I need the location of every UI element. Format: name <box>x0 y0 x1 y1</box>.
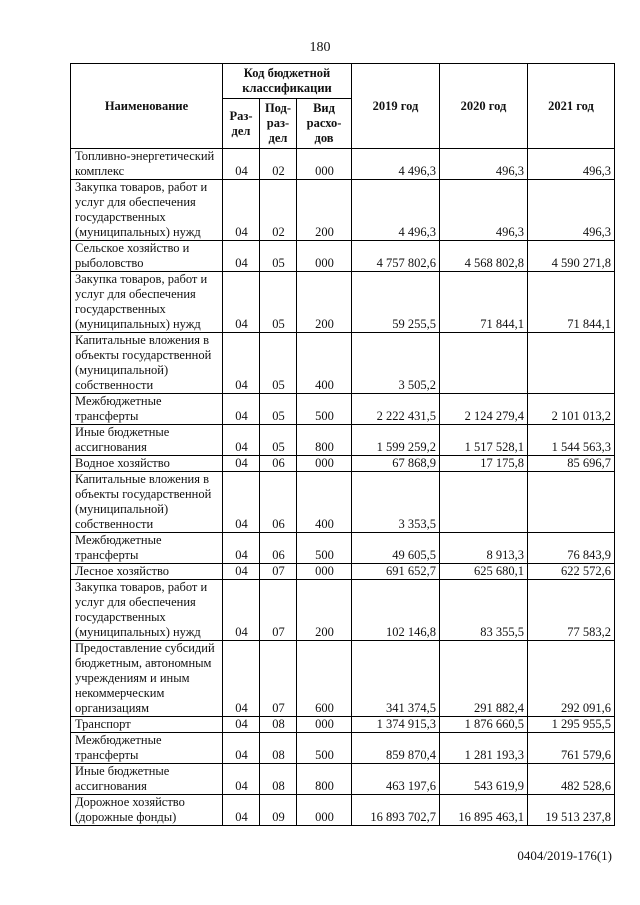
table-row <box>71 180 615 241</box>
row-value-2021: 77 583,2 <box>528 580 615 641</box>
table-row <box>71 472 615 533</box>
row-vid-raskhodov: 000 <box>297 795 352 826</box>
row-value-2019: 59 255,5 <box>352 272 440 333</box>
row-razdel: 04 <box>223 180 260 241</box>
row-value-2020: 496,3 <box>440 149 528 180</box>
header-code-group: Код бюджетной классификации <box>223 64 352 99</box>
row-name: Иные бюджетные ассигнования <box>71 764 223 795</box>
row-podrazdel: 07 <box>260 580 297 641</box>
row-podrazdel: 08 <box>260 717 297 733</box>
row-value-2019: 16 893 702,7 <box>352 795 440 826</box>
row-razdel: 04 <box>223 272 260 333</box>
row-razdel: 04 <box>223 717 260 733</box>
table-row <box>71 564 615 580</box>
row-value-2021: 482 528,6 <box>528 764 615 795</box>
row-name: Лесное хозяйство <box>71 564 223 580</box>
row-value-2020: 291 882,4 <box>440 641 528 717</box>
row-vid-raskhodov: 000 <box>297 717 352 733</box>
document-code: 0404/2019-176(1) <box>517 848 612 863</box>
row-podrazdel: 05 <box>260 394 297 425</box>
row-value-2019: 3 505,2 <box>352 333 440 394</box>
row-podrazdel: 07 <box>260 564 297 580</box>
row-vid-raskhodov: 200 <box>297 272 352 333</box>
row-value-2020 <box>440 333 528 394</box>
page-number: 180 <box>309 40 331 55</box>
row-podrazdel: 05 <box>260 333 297 394</box>
row-value-2020: 2 124 279,4 <box>440 394 528 425</box>
table-row <box>71 333 615 394</box>
row-value-2019: 4 757 802,6 <box>352 241 440 272</box>
row-value-2021: 2 101 013,2 <box>528 394 615 425</box>
row-value-2020: 496,3 <box>440 180 528 241</box>
header-razdel: Раз- дел <box>223 99 260 149</box>
row-razdel: 04 <box>223 764 260 795</box>
row-value-2020: 83 355,5 <box>440 580 528 641</box>
table-row <box>71 795 615 826</box>
row-value-2021: 761 579,6 <box>528 733 615 764</box>
row-vid-raskhodov: 200 <box>297 580 352 641</box>
row-name: Межбюджетные трансферты <box>71 394 223 425</box>
header-2019: 2019 год <box>352 64 440 149</box>
row-name: Дорожное хозяйство (дорожные фонды) <box>71 795 223 826</box>
row-name: Межбюджетные трансферты <box>71 533 223 564</box>
row-value-2021 <box>528 333 615 394</box>
row-podrazdel: 08 <box>260 764 297 795</box>
row-vid-raskhodov: 800 <box>297 425 352 456</box>
row-razdel: 04 <box>223 795 260 826</box>
row-value-2021: 85 696,7 <box>528 456 615 472</box>
row-name: Предоставление субсидий бюджетным, автономным учреждениям и иным некоммерческим организациям <box>71 641 223 717</box>
row-value-2021: 1 295 955,5 <box>528 717 615 733</box>
row-podrazdel: 06 <box>260 472 297 533</box>
row-razdel: 04 <box>223 425 260 456</box>
row-podrazdel: 07 <box>260 641 297 717</box>
row-vid-raskhodov: 500 <box>297 533 352 564</box>
table-row <box>71 641 615 717</box>
row-value-2020: 1 876 660,5 <box>440 717 528 733</box>
row-value-2020: 16 895 463,1 <box>440 795 528 826</box>
row-value-2019: 341 374,5 <box>352 641 440 717</box>
row-value-2020: 71 844,1 <box>440 272 528 333</box>
row-value-2021: 1 544 563,3 <box>528 425 615 456</box>
header-2020: 2020 год <box>440 64 528 149</box>
row-value-2019: 4 496,3 <box>352 180 440 241</box>
row-value-2019: 463 197,6 <box>352 764 440 795</box>
table-row <box>71 272 615 333</box>
row-value-2019: 102 146,8 <box>352 580 440 641</box>
row-name: Межбюджетные трансферты <box>71 733 223 764</box>
row-vid-raskhodov: 800 <box>297 764 352 795</box>
budget-table <box>70 63 615 826</box>
header-name: Наименование <box>71 64 223 149</box>
row-value-2019: 67 868,9 <box>352 456 440 472</box>
row-podrazdel: 02 <box>260 180 297 241</box>
row-vid-raskhodov: 400 <box>297 472 352 533</box>
row-razdel: 04 <box>223 241 260 272</box>
row-podrazdel: 08 <box>260 733 297 764</box>
row-value-2020 <box>440 472 528 533</box>
row-vid-raskhodov: 500 <box>297 733 352 764</box>
row-vid-raskhodov: 000 <box>297 564 352 580</box>
row-razdel: 04 <box>223 394 260 425</box>
row-vid-raskhodov: 000 <box>297 456 352 472</box>
row-value-2020: 543 619,9 <box>440 764 528 795</box>
row-razdel: 04 <box>223 733 260 764</box>
row-value-2019: 1 374 915,3 <box>352 717 440 733</box>
row-value-2021: 622 572,6 <box>528 564 615 580</box>
row-razdel: 04 <box>223 533 260 564</box>
row-value-2021: 19 513 237,8 <box>528 795 615 826</box>
table-row <box>71 580 615 641</box>
header-2021: 2021 год <box>528 64 615 149</box>
row-value-2020: 17 175,8 <box>440 456 528 472</box>
row-razdel: 04 <box>223 149 260 180</box>
row-name: Иные бюджетные ассигнования <box>71 425 223 456</box>
row-vid-raskhodov: 000 <box>297 149 352 180</box>
row-razdel: 04 <box>223 456 260 472</box>
row-value-2021: 4 590 271,8 <box>528 241 615 272</box>
row-podrazdel: 05 <box>260 241 297 272</box>
row-vid-raskhodov: 400 <box>297 333 352 394</box>
row-value-2020: 8 913,3 <box>440 533 528 564</box>
row-podrazdel: 05 <box>260 425 297 456</box>
header-vid-raskhodov: Вид расхо- дов <box>297 99 352 149</box>
row-value-2019: 2 222 431,5 <box>352 394 440 425</box>
row-value-2020: 1 517 528,1 <box>440 425 528 456</box>
table-row <box>71 533 615 564</box>
row-name: Закупка товаров, работ и услуг для обеспечения государственных (муниципальных) нужд <box>71 180 223 241</box>
table-row <box>71 394 615 425</box>
table-row <box>71 733 615 764</box>
row-vid-raskhodov: 200 <box>297 180 352 241</box>
row-razdel: 04 <box>223 472 260 533</box>
row-name: Капитальные вложения в объекты государственной (муниципальной) собственности <box>71 333 223 394</box>
row-vid-raskhodov: 600 <box>297 641 352 717</box>
row-name: Сельское хозяйство и рыболовство <box>71 241 223 272</box>
row-name: Транспорт <box>71 717 223 733</box>
row-value-2020: 4 568 802,8 <box>440 241 528 272</box>
row-value-2019: 3 353,5 <box>352 472 440 533</box>
row-value-2019: 1 599 259,2 <box>352 425 440 456</box>
row-value-2021: 76 843,9 <box>528 533 615 564</box>
row-value-2019: 4 496,3 <box>352 149 440 180</box>
table-row <box>71 149 615 180</box>
header-podrazdel: Под- раз- дел <box>260 99 297 149</box>
row-name: Закупка товаров, работ и услуг для обеспечения государственных (муниципальных) нужд <box>71 580 223 641</box>
row-value-2019: 859 870,4 <box>352 733 440 764</box>
table-row <box>71 241 615 272</box>
table-row <box>71 764 615 795</box>
row-value-2020: 625 680,1 <box>440 564 528 580</box>
row-podrazdel: 06 <box>260 533 297 564</box>
row-name: Водное хозяйство <box>71 456 223 472</box>
row-razdel: 04 <box>223 641 260 717</box>
row-value-2019: 691 652,7 <box>352 564 440 580</box>
table-row <box>71 717 615 733</box>
row-podrazdel: 02 <box>260 149 297 180</box>
row-value-2019: 49 605,5 <box>352 533 440 564</box>
row-value-2021: 496,3 <box>528 180 615 241</box>
row-podrazdel: 05 <box>260 272 297 333</box>
row-podrazdel: 09 <box>260 795 297 826</box>
row-razdel: 04 <box>223 564 260 580</box>
row-name: Закупка товаров, работ и услуг для обеспечения государственных (муниципальных) нужд <box>71 272 223 333</box>
row-vid-raskhodov: 000 <box>297 241 352 272</box>
table-row <box>71 456 615 472</box>
row-value-2021: 71 844,1 <box>528 272 615 333</box>
table-body <box>71 149 615 826</box>
row-vid-raskhodov: 500 <box>297 394 352 425</box>
row-value-2021: 292 091,6 <box>528 641 615 717</box>
row-name: Капитальные вложения в объекты государственной (муниципальной) собственности <box>71 472 223 533</box>
row-value-2021 <box>528 472 615 533</box>
row-name: Топливно-энергетический комплекс <box>71 149 223 180</box>
row-podrazdel: 06 <box>260 456 297 472</box>
row-value-2021: 496,3 <box>528 149 615 180</box>
row-razdel: 04 <box>223 580 260 641</box>
row-value-2020: 1 281 193,3 <box>440 733 528 764</box>
table-row <box>71 425 615 456</box>
row-razdel: 04 <box>223 333 260 394</box>
